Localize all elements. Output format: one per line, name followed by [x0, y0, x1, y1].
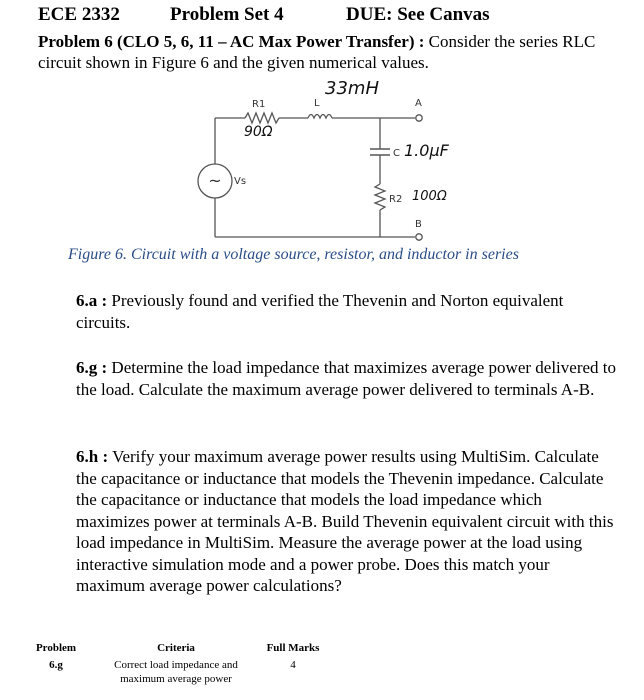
inductor-l — [308, 115, 332, 119]
part-6g — [76, 357, 616, 400]
label-a: A — [415, 98, 422, 109]
rubric-table — [26, 642, 346, 692]
rubric-header-marks: Full Marks — [266, 642, 320, 654]
rubric-criteria-line1: Correct load impedance and — [114, 659, 238, 671]
handwritten-capacitance: 1.0µF — [404, 141, 449, 160]
label-r1: R1 — [252, 99, 266, 110]
rubric-header-problem: Problem — [35, 642, 77, 654]
handwritten-inductance: 33mH — [325, 78, 379, 99]
part-6a-label: 6.a : — [76, 291, 108, 310]
handwritten-r2: 100Ω — [412, 189, 447, 204]
label-r2: R2 — [389, 194, 403, 205]
handwritten-r1: 90Ω — [244, 124, 273, 140]
problem-description: Consider the series RLC circuit shown in Figure 6 and the given numerical values. — [38, 32, 596, 72]
rubric-marks: 4 — [290, 659, 296, 671]
rubric-criteria-line2: maximum average power — [120, 673, 232, 685]
part-6h-label: 6.h : — [76, 447, 109, 466]
label-vs: Vs — [234, 176, 247, 187]
source-symbol: ~ — [208, 171, 222, 190]
resistor-r2 — [375, 184, 385, 210]
rubric-header-criteria: Criteria — [157, 642, 195, 654]
resistor-r1 — [245, 113, 279, 123]
course-code: ECE 2332 — [38, 4, 120, 25]
problem-title: Problem 6 (CLO 5, 6, 11 – AC Max Power Transfer) : — [38, 32, 425, 51]
label-b: B — [415, 219, 422, 230]
problem-set-title: Problem Set 4 — [170, 4, 284, 25]
part-6g-label: 6.g : — [76, 358, 108, 377]
page-header — [38, 4, 638, 30]
label-c: C — [393, 148, 400, 159]
rubric-problem: 6.g — [49, 659, 63, 671]
part-6a — [76, 290, 616, 333]
terminal-a — [416, 115, 422, 121]
circuit-diagram — [190, 72, 490, 247]
part-6g-text: Determine the load impedance that maximizes average power delivered to the load. Calculate the maximum average power delivered to terminals A-B. — [76, 358, 617, 399]
problem-intro — [38, 31, 638, 73]
part-6a-text: Previously found and verified the Thevenin and Norton equivalent circuits. — [76, 291, 564, 332]
figure-caption: Figure 6. Circuit with a voltage source, resistor, and inductor in series — [68, 246, 519, 263]
due-date: DUE: See Canvas — [346, 4, 490, 25]
label-l: L — [314, 98, 320, 109]
terminal-b — [416, 234, 422, 240]
part-6h — [76, 446, 616, 597]
part-6h-text: Verify your maximum average power results using MultiSim. Calculate the capacitance or inductance that models the Thevenin impedance. Calculate the capacitance or inductance that models the load impedance which maximizes power at terminals A-B. Build Thevenin equivalent circuit with this load impedance in MultiSim. Measure the average power at the load using interactive simulation mode and a power probe. Does this match your maximum average power calculations? — [76, 447, 614, 595]
